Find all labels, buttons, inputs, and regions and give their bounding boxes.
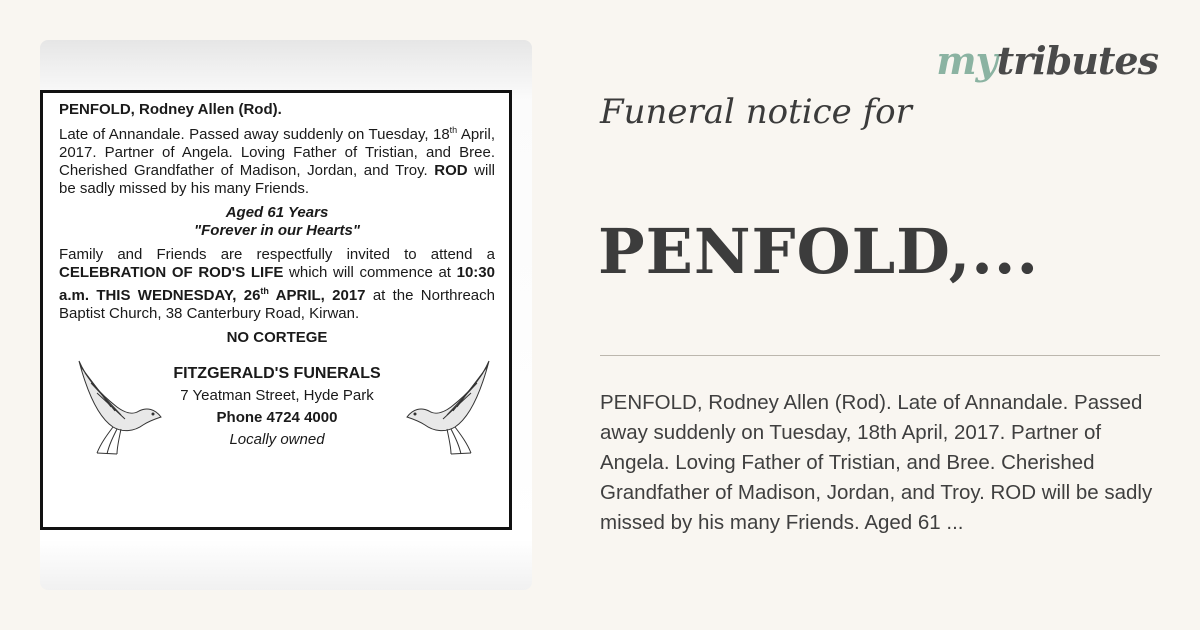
funeral-director-phone: Phone 4724 4000 [216,409,338,426]
notice-aged: Aged 61 Years [225,204,329,221]
funeral-director-name: FITZGERALD'S FUNERALS [173,365,381,382]
funeral-director-block [59,355,495,485]
funeral-notice-heading: Funeral notice for [600,92,912,132]
deceased-name-title: PENFOLD,... [598,215,1040,288]
notice-excerpt: PENFOLD, Rodney Allen (Rod). Late of Annandale. Passed away suddenly on Tuesday, 18th April, 2017. Partner of Angela. Loving Father of Tristian, and Bree. Cherished Grandfather of Madison, Jordan, and Troy. ROD will be sadly missed by his many Friends. Aged 61 ... [600,391,1153,534]
funeral-director-owned: Locally owned [229,431,325,448]
funeral-director-address: 7 Yeatman Street, Hyde Park [180,387,374,404]
notice-quote: "Forever in our Hearts" [194,222,360,239]
funeral-notice-image [40,40,532,590]
dove-right-icon [401,359,491,455]
notice-box [40,90,512,530]
mytributes-logo: mytributes [936,38,1158,83]
notice-no-cortege: NO CORTEGE [226,329,328,346]
notice-name-line: PENFOLD, Rodney Allen (Rod). [59,101,282,118]
divider [600,355,1160,356]
notice-paragraph-1: Late of Annandale. Passed away suddenly on Tuesday, 18th April, 2017. Partner of Angela. Loving Father of Tristian, and Bree. Cherished Grandfather of Madison, Jordan, and Troy. ROD will be sadly missed by his many Friends. [59,125,496,197]
notice-paragraph-2: Family and Friends are respectfully invited to attend a CELEBRATION OF ROD'S LIFE which will commence at 10:30 a.m. THIS WEDNESDAY, 26th APRIL, 2017 at the Northreach Baptist Church, 38 Canterbury Road, Kirwan. [59,246,495,322]
